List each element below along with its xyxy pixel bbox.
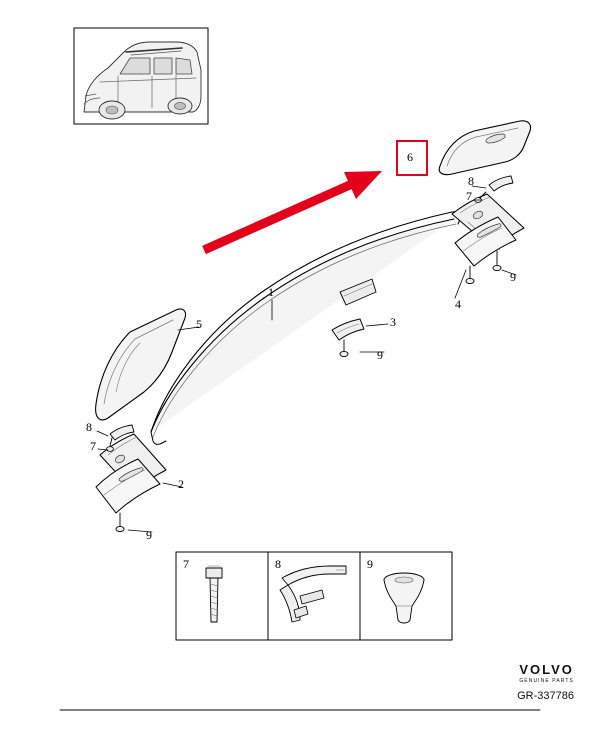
legend-number-9: 9 bbox=[367, 557, 373, 571]
callout-2: 2 bbox=[178, 477, 184, 491]
volvo-tagline: GENUINE PARTS bbox=[519, 678, 574, 684]
callout-1: 1 bbox=[268, 285, 274, 299]
callout-4: 4 bbox=[455, 297, 461, 311]
callout-6: 6 bbox=[407, 150, 413, 164]
legend-number-7: 7 bbox=[183, 557, 189, 571]
volvo-wordmark: VOLVO bbox=[519, 662, 574, 677]
roof-rail-end-cap-part-6 bbox=[439, 121, 530, 175]
legend-boxes bbox=[176, 552, 452, 640]
callout-9-rear: 9 bbox=[510, 270, 516, 284]
rear-mount-foot-part-4 bbox=[452, 176, 524, 284]
callout-9-front: 9 bbox=[146, 528, 152, 542]
callout-8-front: 8 bbox=[86, 420, 92, 434]
front-mount-foot-part-2 bbox=[96, 425, 166, 532]
callout-3: 3 bbox=[390, 315, 396, 329]
callout-8-rear: 8 bbox=[468, 174, 474, 188]
legend-number-8: 8 bbox=[275, 557, 281, 571]
callout-9-mid: 9 bbox=[377, 348, 383, 362]
mid-clamp-part-3 bbox=[332, 319, 364, 357]
volvo-logo bbox=[519, 662, 574, 684]
document-code: GR-337786 bbox=[517, 690, 574, 702]
vehicle-overview-thumbnail bbox=[74, 28, 208, 124]
red-arrow-annotation bbox=[204, 171, 382, 250]
callout-5: 5 bbox=[196, 317, 202, 331]
callout-7-front: 7 bbox=[90, 439, 96, 453]
callout-7-rear: 7 bbox=[466, 189, 472, 203]
